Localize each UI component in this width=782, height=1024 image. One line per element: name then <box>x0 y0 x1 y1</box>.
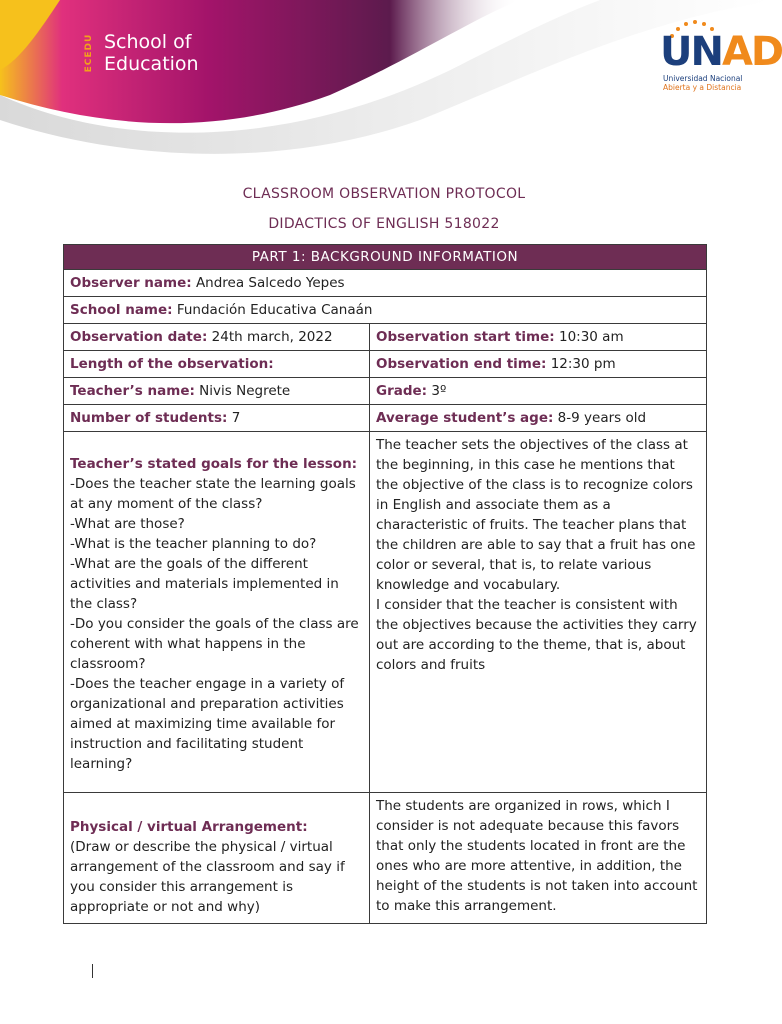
observer-name: Andrea Salcedo Yepes <box>191 275 345 291</box>
goals-answer-paragraph-1: The teacher sets the objectives of the class at the beginning, in this case he mentions that the objective of the class is to recognize colors in English and associate them as a characteristic of fruits. The teacher plans that the children are able to say that a fruit has one color or several, that is, to relate various knowledge and vocabulary. <box>376 437 696 593</box>
goals-answer-cell <box>370 432 707 793</box>
grade: 3º <box>427 383 447 399</box>
number-of-students: 7 <box>227 410 241 426</box>
goals-label: Teacher’s stated goals for the lesson: <box>70 456 358 472</box>
school-prefix: ECEDU <box>84 33 94 73</box>
unad-subtitle-1: Universidad Nacional <box>663 74 743 83</box>
table-row <box>64 793 707 924</box>
date-cell: Observation date: 24th march, 2022 <box>64 324 370 351</box>
table-row <box>64 378 707 405</box>
table-row <box>64 351 707 378</box>
header-banner <box>0 0 768 170</box>
goals-question: -What are those? <box>70 516 185 532</box>
document-subtitle: DIDACTICS OF ENGLISH 518022 <box>268 216 500 232</box>
background-info-table <box>63 244 707 924</box>
arrangement-answer: The students are organized in rows, which I consider is not adequate because this favors that only the students located in front are the ones who are more attentive, in addition, the height of the students is not taken into account to make this arrangement. <box>376 798 698 914</box>
arrangement-answer-cell <box>370 793 707 924</box>
teacher-name: Nivis Negrete <box>194 383 291 399</box>
students-cell: Number of students: 7 <box>64 405 370 432</box>
goals-question: -What are the goals of the different activities and materials implemented in the class? <box>70 556 339 612</box>
unad-wordmark: UNAD <box>660 29 782 75</box>
school-name: Fundación Educativa Canaán <box>172 302 373 318</box>
text-cursor <box>92 964 93 978</box>
table-row <box>64 324 707 351</box>
goals-answer-paragraph-2: I consider that the teacher is consistent with the objectives because the activities they carry out are according to the theme, that is, about colors and fruits <box>376 597 697 673</box>
table-row <box>64 297 707 324</box>
school-cell: School name: Fundación Educativa Canaán <box>64 297 707 324</box>
observer-cell: Observer name: Andrea Salcedo Yepes <box>64 270 707 297</box>
length-cell: Length of the observation: <box>64 351 370 378</box>
school-of-education-logo <box>82 30 199 76</box>
goals-question: -Do you consider the goals of the class are coherent with what happens in the classroom? <box>70 616 359 672</box>
section-header: PART 1: BACKGROUND INFORMATION <box>64 245 707 270</box>
arrangement-description: (Draw or describe the physical / virtual arrangement of the classroom and say if you consider this arrangement is appropriate or not and why) <box>70 839 345 915</box>
school-line-2: Education <box>104 53 199 75</box>
table-row <box>64 405 707 432</box>
unad-logo <box>660 22 780 92</box>
document-title: CLASSROOM OBSERVATION PROTOCOL <box>242 186 526 202</box>
goals-question: -Does the teacher state the learning goals at any moment of the class? <box>70 476 356 512</box>
grade-cell: Grade: 3º <box>370 378 707 405</box>
banner-swoosh <box>0 0 768 170</box>
goals-question-cell <box>64 432 370 793</box>
school-line-1: School of <box>104 31 192 53</box>
teacher-cell: Teacher’s name: Nivis Negrete <box>64 378 370 405</box>
arrangement-label: Physical / virtual Arrangement: <box>70 819 308 835</box>
average-age: 8-9 years old <box>553 410 647 426</box>
arrangement-question-cell <box>64 793 370 924</box>
goals-question: -Does the teacher engage in a variety of organizational and preparation activities aimed at maximizing time available for instruction and facilitating student learning? <box>70 676 345 772</box>
unad-subtitle-2: Abierta y a Distancia <box>663 83 742 92</box>
age-cell: Average student’s age: 8-9 years old <box>370 405 707 432</box>
observation-date: 24th march, 2022 <box>207 329 333 345</box>
end-time: 12:30 pm <box>546 356 616 372</box>
end-time-cell: Observation end time: 12:30 pm <box>370 351 707 378</box>
table-row <box>64 432 707 793</box>
goals-question: -What is the teacher planning to do? <box>70 536 317 552</box>
start-time-cell: Observation start time: 10:30 am <box>370 324 707 351</box>
table-row <box>64 270 707 297</box>
start-time: 10:30 am <box>554 329 624 345</box>
